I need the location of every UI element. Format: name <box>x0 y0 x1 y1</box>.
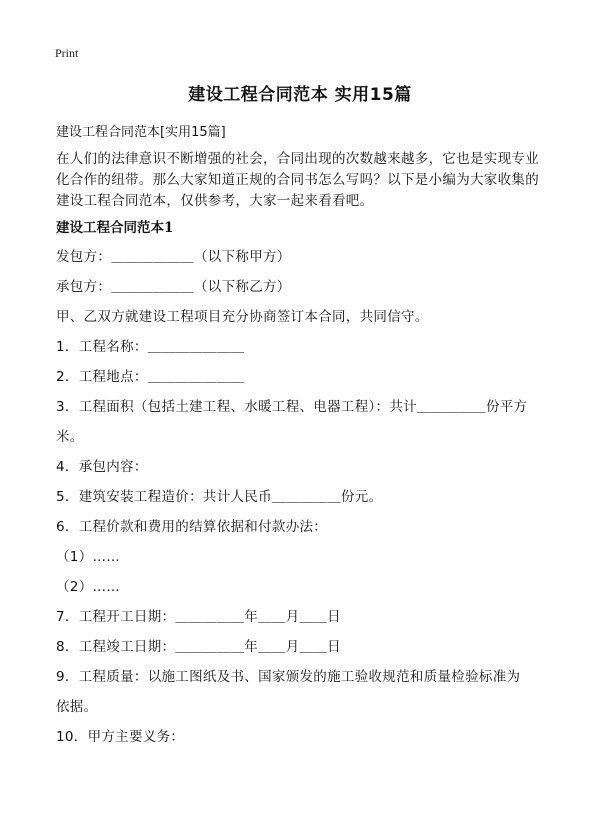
section-heading: 建设工程合同范本1 <box>56 220 174 236</box>
contract-line-payment: 6．工程价款和费用的结算依据和付款办法： <box>56 519 328 535</box>
contract-line-employer: 发包方：＿＿＿＿＿＿（以下称甲方） <box>56 249 291 265</box>
contract-line-scope: 4．承包内容： <box>56 459 148 475</box>
contract-line-cost: 5．建筑安装工程造价：共计人民币＿＿＿＿＿份元。 <box>56 489 383 505</box>
contract-line-agreement: 甲、乙双方就建设工程项目充分协商签订本合同，共同信守。 <box>56 309 429 325</box>
contract-line-project-name: 1．工程名称：＿＿＿＿＿＿＿ <box>56 339 245 355</box>
contract-line-completion-date: 8．工程竣工日期：＿＿＿＿＿年＿＿月＿＿日 <box>56 639 341 655</box>
print-link[interactable]: Print <box>55 46 79 60</box>
page-title: 建设工程合同范本 实用15篇 <box>188 85 412 105</box>
intro-paragraph: 在人们的法律意识不断增强的社会，合同出现的次数越来越多，它也是实现专业化合作的纽带。那么大家知道正规的合同书怎么写吗？以下是小编为大家收集的建设工程合同范本，仅供参考，大家一起来看看吧。 <box>56 151 539 209</box>
contract-line-employer-duties: 10．甲方主要义务： <box>56 729 185 745</box>
contract-line-start-date: 7．工程开工日期：＿＿＿＿＿年＿＿月＿＿日 <box>56 609 341 625</box>
contract-line-quality-cont: 依据。 <box>56 699 98 715</box>
contract-line-quality: 9．工程质量：以施工图纸及书、国家颁发的施工验收规范和质量检验标准为 <box>56 669 521 685</box>
contract-line-project-location: 2．工程地点：＿＿＿＿＿＿＿ <box>56 369 245 385</box>
contract-line-project-area: 3．工程面积（包括土建工程、水暖工程、电器工程）：共计＿＿＿＿＿份平方 <box>56 399 528 415</box>
contract-line-payment-item-2: （2）…… <box>56 579 121 595</box>
document-subtitle: 建设工程合同范本[实用15篇] <box>56 125 226 140</box>
contract-line-contractor: 承包方：＿＿＿＿＿＿（以下称乙方） <box>56 279 291 295</box>
contract-line-project-area-cont: 米。 <box>56 429 84 445</box>
contract-lines <box>56 245 552 755</box>
contract-line-payment-item-1: （1）…… <box>56 549 121 565</box>
